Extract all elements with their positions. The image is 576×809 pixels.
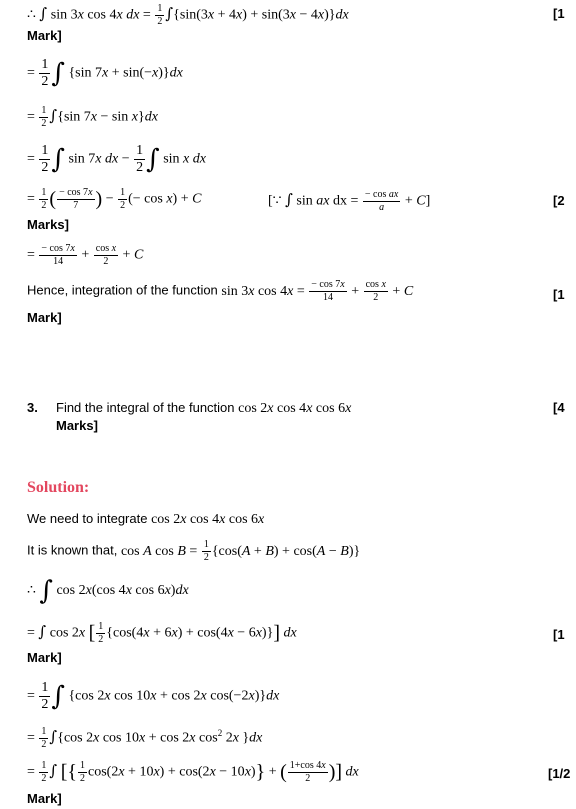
solution-heading: Solution: bbox=[27, 479, 90, 496]
mark-label: [1/2 bbox=[548, 766, 571, 781]
equation-line-1: ∴ ∫ sin 3x cos 4x dx = $\frac{1}{2}$ ∫{sin(3x + 4x) + sin(3x − 4x)}dx bbox=[27, 3, 349, 27]
mark-label: Marks] bbox=[27, 217, 69, 232]
mark-label: [1 bbox=[553, 6, 565, 21]
conclusion-line: Hence, integration of the function sin 3x cos 4x = $\frac{- \cos 7x}{14}$ + $\frac{\text{cos x}}{2}$ + C bbox=[27, 279, 414, 303]
formula-note: [∵ ∫ sin ax dx = $\frac{\text{− cos ax}}{a}$ + C] bbox=[268, 189, 431, 213]
equation-line-11: = $\frac{1}{2}$ ∫{cos 2x cos 10x + cos 2x $\cos^2 2x$ }dx bbox=[27, 726, 263, 750]
equation-line-6: = $\frac{- \cos 7x}{14}$ + $\frac{\text{cos x}}{2}$ + C bbox=[27, 243, 144, 267]
equation-line-3: = $\frac{1}{2}$ ∫{sin 7x − sin x}dx bbox=[27, 105, 158, 129]
question-text: Find the integral of the function bbox=[56, 400, 239, 415]
question-line: Find the integral of the function cos 2x cos 4x cos 6x bbox=[56, 400, 352, 416]
need-line: We need to integrate cos 2x cos 4x cos 6x bbox=[27, 511, 265, 527]
mark-label: [1 bbox=[553, 627, 565, 642]
mark-label: [4 bbox=[553, 400, 565, 415]
mark-label: Mark] bbox=[27, 791, 62, 806]
equation-line-4: = $\frac{1}{2}$ ∫ sin 7x dx − $\frac{1}{2}$ ∫ sin x dx bbox=[27, 143, 206, 175]
equation-line-10: = $\frac{1}{2}$ ∫ {cos 2x cos 10x + cos 2x cos(−2x)}dx bbox=[27, 680, 280, 712]
mark-label: [2 bbox=[553, 193, 565, 208]
need-text: We need to integrate bbox=[27, 511, 152, 526]
equation-line-2: = $\frac{1}{2}$ ∫ {sin 7x + sin(−x)}dx bbox=[27, 57, 183, 89]
equation-line-9: = ∫ cos 2x [ $\frac{1}{2}$ {cos(4x + 6x) + cos(4x − 6x)}] dx bbox=[27, 621, 297, 645]
known-text: It is known that, bbox=[27, 542, 121, 558]
mark-label: Mark] bbox=[27, 310, 62, 325]
mark-label: Mark] bbox=[27, 28, 62, 43]
known-line: It is known that, cos A cos B = $\frac{1}{2}$ {cos(A + B) + cos(A − B)} bbox=[27, 539, 361, 563]
mark-label: Marks] bbox=[56, 418, 98, 433]
conclusion-text: Hence, integration of the function bbox=[27, 282, 222, 298]
question-number: 3. bbox=[27, 400, 38, 415]
equation-line-12: = $\frac{1}{2}$ ∫ [{ $\frac{1}{2}$ cos(2x + 10x) + cos(2x − 10x)} + ( $\frac{1+\cos 4x}{2}$ )] dx bbox=[27, 760, 359, 784]
equation-line-5: = $\frac{1}{2}$ ( $\frac{- \cos 7x}{7}$ ) − $\frac{1}{2}$ (− cos x) + C bbox=[27, 187, 202, 211]
mark-label: [1 bbox=[553, 287, 565, 302]
mark-label: Mark] bbox=[27, 650, 62, 665]
equation-line-8: ∴ ∫ cos 2x(cos 4x cos 6x)dx bbox=[27, 576, 189, 606]
